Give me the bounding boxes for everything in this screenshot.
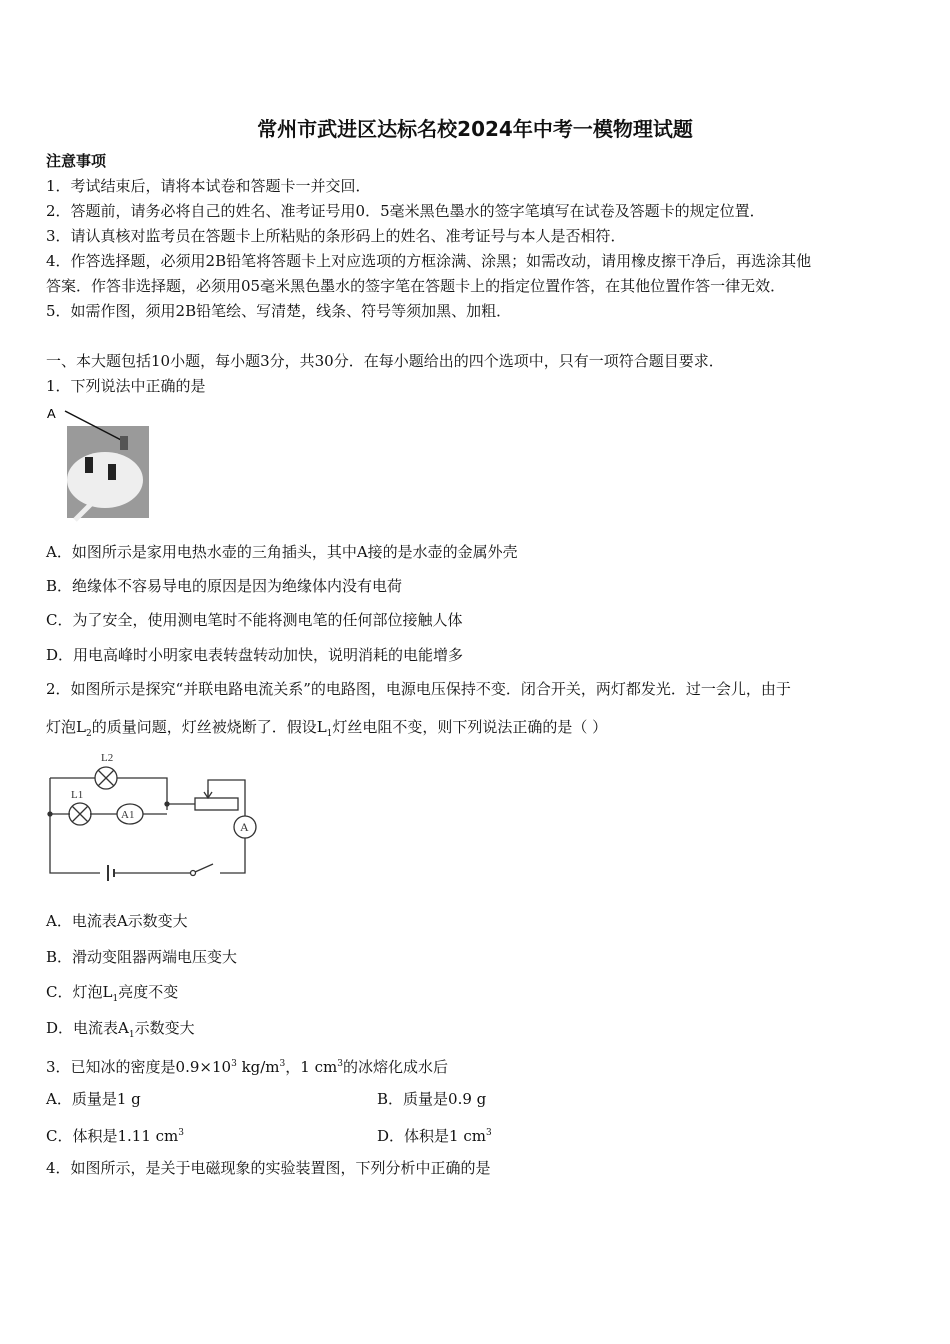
option-d: D．体积是1 $cm^3$: [377, 1127, 492, 1145]
notice-item: 答案．作答非选择题，必须用05毫米黑色墨水的签字笔在答题卡上的指定位置作答，在其他位置作答一律无效．: [46, 277, 786, 295]
option-d: D．电流表$A_1$示数变大: [46, 1019, 195, 1040]
option-b: B．质量是0.9 g: [377, 1090, 487, 1108]
notice-item: 1．考试结束后，请将本试卷和答题卡一并交回．: [46, 177, 371, 195]
notice-item: 3．请认真核对监考员在答题卡上所粘贴的条形码上的姓名、准考证号与本人是否相符．: [46, 227, 626, 245]
notice-heading: 注意事项: [46, 152, 107, 170]
l1-label: L1: [71, 789, 84, 801]
option-c: C．灯泡$L_1$亮度不变: [46, 983, 179, 1004]
notice-item: 2．答题前，请务必将自己的姓名、准考证号用0．5毫米黑色墨水的签字笔填写在试卷及答题卡的规定位置．: [46, 202, 765, 220]
l2-label: L2: [101, 752, 114, 764]
notice-item: 5．如需作图，须用2B铅笔绘、写清楚，线条、符号等须加黑、加粗．: [46, 302, 512, 320]
option-a: A．如图所示是家用电热水壶的三角插头，其中A接的是水壶的金属外壳: [46, 543, 518, 561]
question-4-stem: 4．如图所示，是关于电磁现象的实验装置图，下列分析中正确的是: [46, 1159, 491, 1177]
option-a: A．质量是1 g: [46, 1090, 141, 1108]
option-c: C．为了安全，使用测电笔时不能将测电笔的任何部位接触人体: [46, 611, 463, 629]
circuit-diagram: [45, 748, 260, 888]
option-d: D．用电高峰时小明家电表转盘转动加快，说明消耗的电能增多: [46, 646, 464, 664]
option-b: B．绝缘体不容易导电的原因是因为绝缘体内没有电荷: [46, 577, 403, 595]
figure-label: A: [47, 406, 56, 421]
option-b: B．滑动变阻器两端电压变大: [46, 948, 238, 966]
question-2-stem: 2．如图所示是探究“并联电路电流关系”的电路图，电源电压保持不变．闭合开关，两灯都发光．过一会儿，由于: [46, 680, 791, 698]
question-1-stem: 1．下列说法中正确的是: [46, 377, 206, 395]
a-label: A: [240, 820, 249, 834]
section-heading: 一、本大题包括10小题，每小题3分，共30分．在每小题给出的四个选项中，只有一项符合题目要求．: [46, 352, 724, 370]
page-title: 常州市武进区达标名校2024年中考一模物理试题: [257, 117, 693, 141]
a1-label: A1: [121, 809, 135, 821]
plug-image: [45, 402, 155, 522]
question-3-stem: 3．已知冰的密度是$0.9\times 10^3$ $kg/m^3$，1 $cm^3$的冰熔化成水后: [46, 1058, 448, 1076]
option-c: C．体积是1.11 $cm^3$: [46, 1127, 185, 1145]
question-2-stem-cont: 灯泡$L_2$的质量问题，灯丝被烧断了．假设$L_1$灯丝电阻不变，则下列说法正确的是（ ）: [46, 718, 608, 739]
option-a: A．电流表A示数变大: [46, 912, 188, 930]
notice-item: 4．作答选择题，必须用2B铅笔将答题卡上对应选项的方框涂满、涂黑；如需改动，请用橡皮擦干净后，再选涂其他: [46, 252, 812, 270]
